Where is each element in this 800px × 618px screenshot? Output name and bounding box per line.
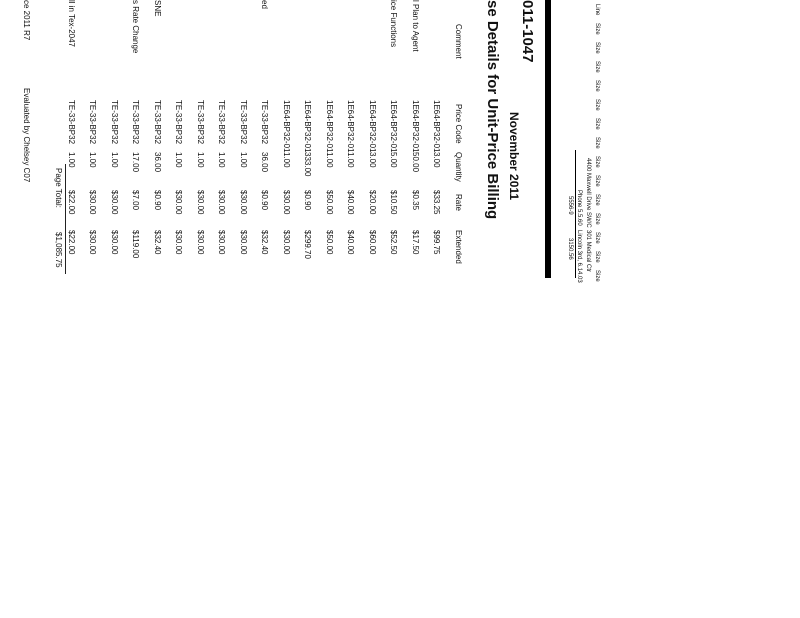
row-code: 1E64-BP32-01 [389, 100, 398, 153]
page-total-value: $1,085.75 [54, 232, 63, 268]
row-ext: $30.00 [282, 230, 291, 255]
row-rate: $22.00 [67, 190, 76, 215]
row-rate: $0.90 [153, 190, 162, 211]
row-ext: $119.00 [131, 230, 140, 259]
row-rate: $0.90 [303, 190, 312, 211]
row-ext: $17.50 [411, 230, 420, 255]
footer-left-text: ce 2011 R7 [22, 0, 31, 41]
row-qty: 3.00 [368, 152, 377, 168]
row-rate: $30.00 [174, 190, 183, 215]
top-label: Size [594, 175, 600, 187]
row-qty: 1.00 [217, 152, 226, 168]
top-label: Size [594, 194, 600, 206]
top-label: Size [594, 251, 600, 263]
row-label: l Plan to Agent [411, 0, 420, 52]
row-code: TE-33-BP32 [196, 100, 205, 145]
col-header-quantity: Quantity [454, 152, 463, 182]
header-box-line2b: Lincoln 3rd, 6.14.03 [576, 230, 582, 283]
row-code: 1E64-BP32-01 [368, 100, 377, 153]
top-label: Size [594, 118, 600, 130]
col-header-price-code: Price Code [454, 104, 463, 144]
row-qty: 1.00 [282, 152, 291, 168]
row-code: TE-33-BP32 [131, 100, 140, 145]
row-qty: 50.00 [411, 152, 420, 173]
row-qty: 1.00 [239, 152, 248, 168]
footer-evaluator: Evaluated by Chelsey C07 [22, 88, 31, 183]
row-ext: $30.00 [196, 230, 205, 255]
row-rate: $20.00 [368, 190, 377, 215]
row-rate: $30.00 [239, 190, 248, 215]
row-qty: 1.00 [325, 152, 334, 168]
header-rule [545, 0, 551, 278]
top-label: Size [594, 232, 600, 244]
col-header-extended: Extended [454, 230, 463, 264]
row-ext: $299.70 [303, 230, 312, 259]
top-label: Size [594, 270, 600, 282]
row-qty: 333.00 [303, 152, 312, 177]
row-rate: $7.00 [131, 190, 140, 211]
row-code: TE-33-BP32 [217, 100, 226, 145]
document-id: 011-1047 [519, 0, 536, 63]
top-label: Size [594, 23, 600, 35]
row-rate: $50.00 [325, 190, 334, 215]
header-box-line1a: 4400 Maxwell Drive SW/C [585, 158, 591, 228]
row-qty: 36.00 [260, 152, 269, 173]
row-ext: $40.00 [346, 230, 355, 255]
row-rate: $30.00 [217, 190, 226, 215]
row-code: TE-33-BP32 [260, 100, 269, 145]
top-label: Size [594, 42, 600, 54]
header-box-line3a: 5556-9 [567, 196, 573, 215]
billing-month: November 2011 [507, 112, 521, 201]
row-ext: $32.40 [260, 230, 269, 255]
row-ext: $60.00 [368, 230, 377, 255]
row-code: TE-33-BP32 [88, 100, 97, 145]
row-rate: $0.90 [260, 190, 269, 211]
header-box-line2a: Phone 5.5.60 [576, 190, 582, 226]
row-qty: 1.00 [346, 152, 355, 168]
row-ext: $99.75 [432, 230, 441, 255]
row-code: 1E64-BP32-01 [432, 100, 441, 153]
row-code: 1E64-BP32-01 [325, 100, 334, 153]
row-code: TE-33-BP32 [67, 100, 76, 145]
row-ext: $30.00 [88, 230, 97, 255]
row-qty: 1.00 [88, 152, 97, 168]
row-code: TE-33-BP32 [174, 100, 183, 145]
row-qty: 1.00 [110, 152, 119, 168]
row-qty: 17.00 [131, 152, 140, 173]
page-total-label: Page Total: [54, 168, 63, 208]
top-label: Size [594, 213, 600, 225]
row-ext: $52.50 [389, 230, 398, 255]
row-ext: $30.00 [110, 230, 119, 255]
row-qty: 1.00 [67, 152, 76, 168]
row-rate: $30.00 [196, 190, 205, 215]
row-label: ed [260, 0, 269, 9]
top-label: Size [594, 137, 600, 149]
header-box-line3b: 3150.56 [567, 238, 573, 260]
row-label: ice Functions [389, 0, 398, 48]
row-code: 1E64-BP32-01 [411, 100, 420, 153]
row-rate: $10.50 [389, 190, 398, 215]
row-label: ll in Tex-2047 [67, 0, 76, 47]
row-rate: $33.25 [432, 190, 441, 215]
top-label: Line [594, 4, 600, 16]
row-rate: $40.00 [346, 190, 355, 215]
row-code: 1E64-BP32-01 [303, 100, 312, 153]
row-label: s Rate Change [131, 0, 140, 54]
row-ext: $32.40 [153, 230, 162, 255]
row-qty: 5.00 [389, 152, 398, 168]
top-label: Size [594, 99, 600, 111]
header-box-line1b: 301 Medical Ctr [585, 230, 591, 273]
row-ext: $30.00 [217, 230, 226, 255]
row-qty: 1.00 [196, 152, 205, 168]
row-ext: $22.00 [67, 230, 76, 255]
top-label: Size [594, 80, 600, 92]
row-ext: $30.00 [239, 230, 248, 255]
row-code: 1E64-BP32-01 [282, 100, 291, 153]
document-title: se Details for Unit-Price Billing [484, 0, 501, 220]
row-ext: $30.00 [174, 230, 183, 255]
row-code: 1E64-BP32-01 [346, 100, 355, 153]
row-qty: 36.00 [153, 152, 162, 173]
col-header-comment: Comment [454, 24, 463, 59]
row-code: TE-33-BP32 [239, 100, 248, 145]
row-code: TE-33-BP32 [110, 100, 119, 145]
row-label: SNE [153, 0, 162, 17]
total-rule [65, 164, 66, 274]
row-qty: 1.00 [174, 152, 183, 168]
top-label: Size [594, 61, 600, 73]
row-code: TE-33-BP32 [153, 100, 162, 145]
row-rate: $30.00 [282, 190, 291, 215]
row-rate: $0.35 [411, 190, 420, 211]
row-qty: 3.00 [432, 152, 441, 168]
row-rate: $30.00 [88, 190, 97, 215]
row-ext: $50.00 [325, 230, 334, 255]
top-label: Size [594, 156, 600, 168]
row-rate: $30.00 [110, 190, 119, 215]
col-header-rate: Rate [454, 194, 463, 211]
